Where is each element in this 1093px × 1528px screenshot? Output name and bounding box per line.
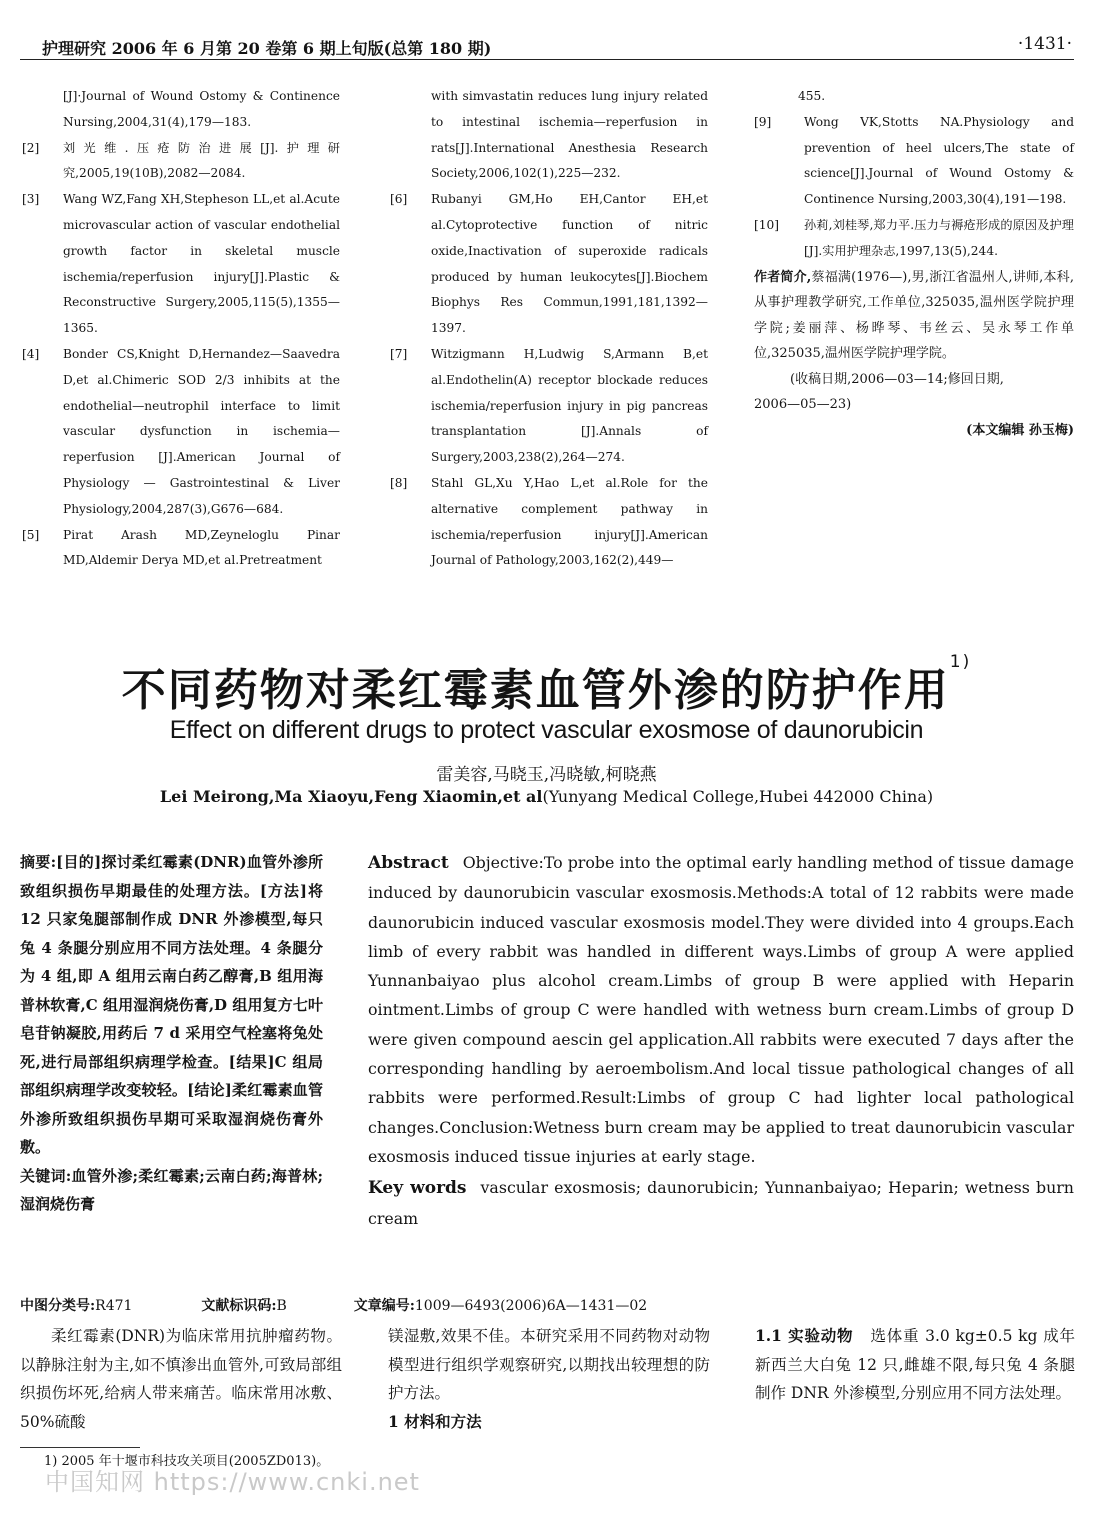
reference-item [390, 187, 708, 342]
body-column-1 [20, 1322, 342, 1436]
body-column-3 [755, 1322, 1075, 1408]
reference-continuation: 455. [798, 89, 826, 103]
body-paragraph: 镁湿敷,效果不佳。本研究采用不同药物对动物模型进行组织学观察研究,以期找出较理想的防护方法。 [388, 1327, 710, 1402]
author-bio [754, 265, 1074, 367]
body-column-2 [388, 1322, 710, 1436]
abstract-label: 摘要: [20, 853, 57, 871]
article-number-value: 1009—6493(2006)6A—1431—02 [414, 1298, 648, 1314]
reference-continuation: [J]·Journal of Wound Ostomy & Continence Nursing,2004,31(4),179—183. [63, 89, 340, 129]
reference-text: Witzigmann H,Ludwig S,Armann B,et al.Endothelin(A) receptor blockade reduces ischemia/reperfusion injury in pig pancreas transplantation [J].Annals of Surgery,2003,238(2),264—274. [431, 346, 708, 465]
received-date: (收稿日期,2006—03—14;修回日期, [790, 371, 1004, 387]
reference-text: Bonder CS,Knight D,Hernandez—Saavedra D,et al.Chimeric SOD 2/3 inhibits at the endothelial—neutrophil interface to limit vascular dysfunction in ischemia—reperfusion [J].American Journal of Physiology — Gastrointestinal & Liver Physiology,2004,287(3),G676—684. [63, 346, 340, 516]
reference-number: [9] [754, 114, 772, 129]
references-column-2 [390, 84, 708, 574]
reference-item [390, 471, 708, 574]
reference-text: Stahl GL,Xu Y,Hao L,et al.Role for the alternative complement pathway in ischemia/reperfusion injury[J].American Journal of Pathology,2003,162(2),449— [431, 475, 708, 568]
clc-label: 中图分类号: [20, 1298, 96, 1314]
reference-item [754, 110, 1074, 213]
article-title-english: Effect on different drugs to protect vascular exosmose of daunorubicin [169, 716, 924, 744]
reference-number: [4] [22, 346, 40, 361]
reference-item [390, 342, 708, 471]
doc-code-value: B [276, 1298, 287, 1314]
abstract-chinese [20, 848, 323, 1219]
reference-number: [3] [22, 192, 40, 207]
reference-text: Pirat Arash MD,Zeyneloglu Pinar MD,Aldemir Derya MD,et al.Pretreatment [63, 527, 340, 568]
reference-item [22, 187, 340, 342]
article-title-text: 不同药物对柔红霉素血管外渗的防护作用 [121, 665, 950, 716]
references-column-3 [754, 84, 1074, 443]
reference-number: [2] [22, 140, 40, 155]
doc-code-label: 文献标识码: [201, 1298, 277, 1314]
affiliation: (Yunyang Medical College,Hubei 442000 China) [542, 787, 934, 806]
watermark: 中国知网 https://www.cnki.net [45, 1468, 420, 1496]
abstract-english [368, 848, 1074, 1233]
article-number-label: 文章编号: [353, 1298, 415, 1314]
clc-value: R471 [95, 1298, 133, 1314]
running-header [20, 36, 1074, 60]
author-bio-label: 作者简介, [754, 269, 812, 285]
classification-line [20, 1295, 647, 1315]
keywords-en-text: vascular exosmosis; daunorubicin; Yunnanbaiyao; Heparin; wetness burn cream [368, 1178, 1074, 1228]
reference-number: [5] [22, 527, 40, 542]
editor-note: (本文编辑 孙玉梅) [966, 422, 1074, 438]
abstract-en-text: Objective:To probe into the optimal early handling method of tissue damage induced by daunorubicin vascular exosmosis.Methods:A total of 12 rabbits were made daunorubicin induced vascular exosmosis model.They were divided into 4 groups.Each limb of every rabbit was handled in different ways.Limbs of group A were applied Yunnanbaiyao plus alcohol cream.Limbs of group B were applied with Heparin ointment.Limbs of group C were handled with wetness burn cream.Limbs of group D were given compound aescin gel application.All rabbits were executed 7 days after the corresponding handling by aeroembolism.And local tissue pathological changes of all rabbits were performed.Result:Limbs of group C had lighter local pathological changes.Conclusion:Wetness burn cream may be applied to treat daunorubicin vascular exosmosis induced tissue injuries at early stage. [368, 853, 1074, 1166]
abstract-text: [目的]探讨柔红霉素(DNR)血管外渗所致组织损伤早期最佳的处理方法。[方法]将 12 只家兔腿部制作成 DNR 外渗模型,每只兔 4 条腿分别应用不同方法处理。4 条腿分为 4 组,即 A 组用云南白药乙醇膏,B 组用海普林软膏,C 组用湿润烧伤膏,D 组用复方七叶皂苷钠凝胶,用药后 7 d 采用空气栓塞将兔处死,进行局部组织病理学检查。[结果]C 组局部组织病理学改变较轻。[结论]柔红霉素血管外渗所致组织损伤早期可采取湿润烧伤膏外敷。 [20, 853, 324, 1156]
body-paragraph: 选体重 3.0 kg±0.5 kg 成年新西兰大白兔 12 只,雌雄不限,每只兔 4 条腿制作 DNR 外渗模型,分别应用不同方法处理。 [755, 1327, 1075, 1402]
reference-number: [10] [754, 217, 780, 232]
journal-issue: 护理研究 2006 年 6 月第 20 卷第 6 期上旬版(总第 180 期) [42, 39, 492, 58]
reference-item [754, 213, 1074, 265]
revised-date: 2006—05—23) [754, 397, 852, 413]
reference-item [22, 342, 340, 523]
authors-english-names: Lei Meirong,Ma Xiaoyu,Feng Xiaomin,et al [159, 787, 543, 806]
references-column-1 [22, 84, 340, 574]
reference-text: Wang WZ,Fang XH,Stepheson LL,et al.Acute microvascular action of vascular endothelial growth factor in skeletal muscle ischemia/reperfusion injury[J].Plastic & Reconstructive Surgery,2005,115(5),1355—1365. [63, 192, 340, 336]
abstract-en-label: Abstract [368, 853, 449, 873]
keywords-en-label: Key words [368, 1178, 467, 1199]
title-footnote-marker: 1) [949, 652, 972, 672]
reference-item [22, 523, 340, 575]
authors-chinese: 雷美容,马晓玉,冯晓敏,柯晓燕 [436, 765, 657, 785]
subsection-heading: 1.1 实验动物 [755, 1326, 854, 1345]
footnote: 1) 2005 年十堰市科技攻关项目(2005ZD013)。 [44, 1454, 330, 1469]
reference-text: 孙莉,刘桂琴,郑力平.压力与褥疮形成的原因及护理[J].实用护理杂志,1997,13(5),244. [804, 217, 1074, 258]
keywords-label: 关键词: [20, 1166, 72, 1185]
footnote-divider [20, 1447, 140, 1448]
author-bio-text: 蔡福满(1976—),男,浙江省温州人,讲师,本科,从事护理教学研究,工作单位,325035,温州医学院护理学院;姜丽萍、杨晔琴、韦丝云、吴永琴工作单位,325035,温州医学院护理学院。 [754, 269, 1074, 362]
keywords-text: 血管外渗;柔红霉素;云南白药;海普林;湿润烧伤膏 [20, 1166, 323, 1213]
reference-number: [6] [390, 192, 408, 207]
reference-text: 刘光维.压疮防治进展[J].护理研究,2005,19(10B),2082—2084. [63, 140, 340, 181]
body-paragraph: 柔红霉素(DNR)为临床常用抗肿瘤药物。以静脉注射为主,如不慎渗出血管外,可致局部组织损伤坏死,给病人带来痛苦。临床常用冰敷、50%硫酸 [20, 1327, 342, 1431]
page-number: ·1431· [1017, 34, 1072, 54]
reference-text: Rubanyi GM,Ho EH,Cantor EH,et al.Cytoprotective function of nitric oxide,Inactivation of superoxide radicals produced by human leukocytes[J].Biochem Biophys Res Commun,1991,181,1392—1397. [431, 192, 708, 336]
reference-number: [7] [390, 346, 408, 361]
reference-text: Wong VK,Stotts NA.Physiology and prevention of heel ulcers,The state of science[J].Journal of Wound Ostomy & Continence Nursing,2003,30(4),191—198. [804, 114, 1074, 207]
reference-continuation: with simvastatin reduces lung injury related to intestinal ischemia—reperfusion in rats[J].International Anesthesia Research Society,2006,102(1),225—232. [431, 89, 708, 181]
article-title [0, 654, 1093, 718]
section-heading: 1 材料和方法 [388, 1411, 482, 1431]
authors-english [0, 787, 1093, 806]
reference-number: [8] [390, 475, 408, 490]
reference-item [22, 136, 340, 188]
